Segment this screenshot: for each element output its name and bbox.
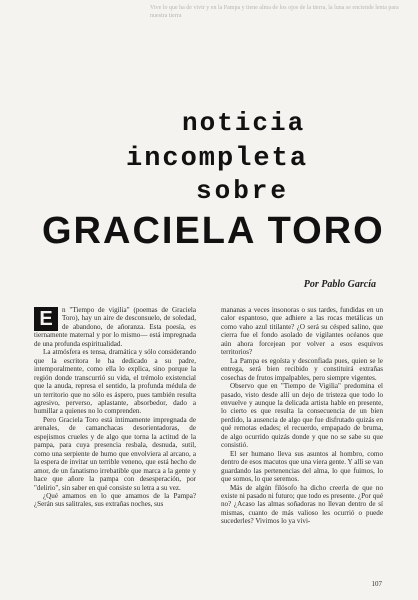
article-column-left: [34, 306, 196, 576]
paragraph: La atmósfera es tensa, dramática y sólo considerando que la escritora le ha dedicado a su padre, intemporalmente, como ella lo explica, sino porque la región donde transcurrió su vida, el trémolo existencial que la anuda, represa el sentido, la profunda médula de un territorio que no sólo es áspero, pues también resulta agresivo, perverso, aplastante, absorbedor, dado a humillar a quienes no lo comprenden.: [34, 348, 196, 416]
article-column-right: [221, 306, 383, 576]
paragraph: La Pampa es egoísta y desconfiada pues, quien se le entrega, será bien recibido y constituirá extrañas cosechas de frutos impalpables, pero siempre vigentes.: [221, 356, 383, 382]
title-line-1: noticia: [182, 108, 306, 138]
bleed-through-text: Vive lo que ha de vivir y en la Pampa y tiene alma de los ojos de la tierra, la luna se enciende lenta para nuestra tierra: [150, 5, 399, 19]
paragraph: [34, 306, 196, 348]
title-line-4: GRACIELA TORO: [42, 210, 385, 252]
drop-cap: E: [34, 307, 58, 331]
paragraph: mananas a veces insonoras o sus tardes, fundidas en un calor espantoso, que adhiere a las rocas metálicas un como vaho azul titilante? ¿O será su césped salino, que cierra fue el fondo asolado de vigilantes océanos que aún ahora forcejean por volver a esos esquivos territorios?: [221, 306, 383, 357]
paragraph: Más de algún filósofo ha dicho creerla de que no existe ni pasado ni futuro; que todo es presente. ¿Por qué no? ¿Acaso las almas soñadoras no llevan dentro de sí mismas, cuanto de más valioso les ocurrió o puede sucederles? Vivimos lo ya vivi-: [221, 483, 383, 526]
paragraph: Pero Graciela Toro está íntimamente impregnada de arenales, de camanchacas desorientadoras, de espejismos crueles y de algo que torna la actitud de la pampa, para cuya presencia resbala, desnuda, sutil, como una serpiente de humo que envolviera al arcano, a la espera de invitar un terrible veneno, que está hecho de amor, de un fanatismo irrebatible que marca a la gente y hace que añore la pampa con desesperación, por "delirio", sin saber en qué consiste su letra a su vez.: [34, 415, 196, 492]
page-number: 107: [371, 580, 382, 588]
byline: Por Pablo García: [303, 279, 376, 290]
paragraph: El ser humano lleva sus asuntos al hombro, como dentro de esos macutos que una viera gente. Y allí se van guardando las pertenencias del alma, lo que fuimos, lo que somos, lo que seremos.: [221, 449, 383, 484]
paragraph-text: n "Tiempo de vigilia" (poemas de Graciela Toro), hay un aire de desconsuelo, de soledad, de abandono, de añoranza. Esta poesía, es tiernamente maternal y por lo mismo— está impregnada de una profunda espiritualidad.: [34, 306, 196, 348]
title-line-3: sobre: [196, 176, 290, 206]
paragraph: Observo que en "Tiempo de Vigilia" predomina el pasado, visto desde allí un dejo de tristeza que todo lo envuelve y aunque la delicada artista hable en presente, lo cierto es que resulta la consecuencia de un bien perdido, la ausencia de algo que fue disfrutado quizás en qué remotas edades; el recuerdo, empapado de bruma, de algo ocurrido quizás donde y que no se sabe su que consistió.: [221, 382, 383, 450]
paragraph: ¿Qué amamos en lo que amamos de la Pampa? ¿Serán sus salitrales, sus extrañas noches, sus: [34, 491, 196, 509]
title-line-2: incompleta: [126, 144, 309, 174]
